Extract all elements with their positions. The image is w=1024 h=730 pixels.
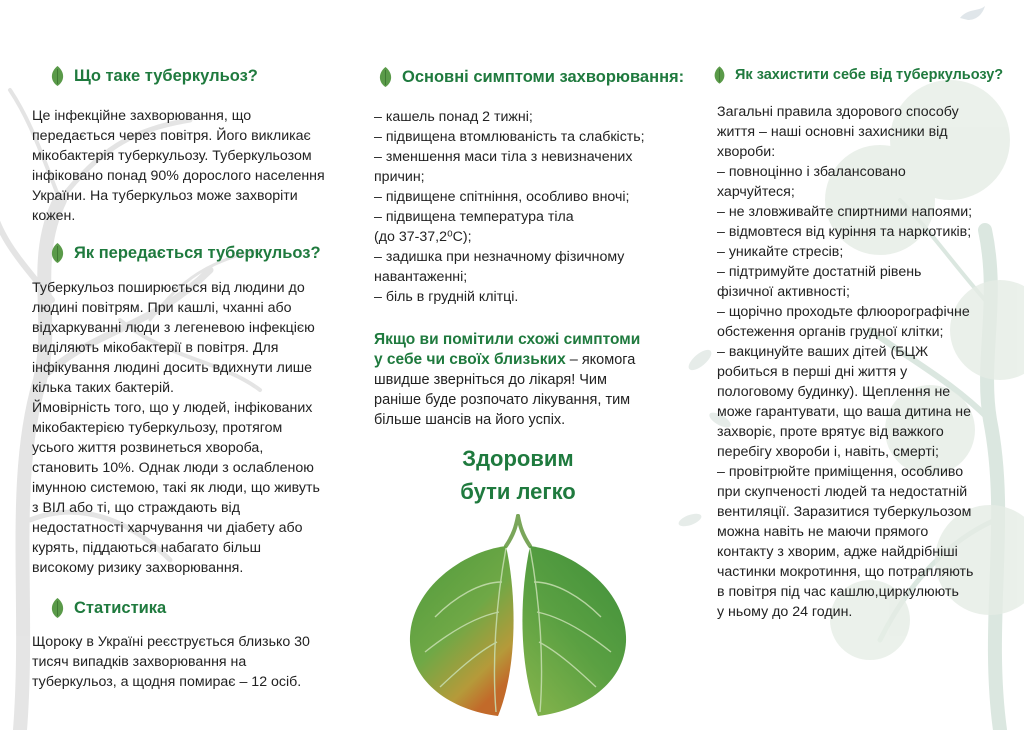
text-line: інфікування людині досить вдихнути лише bbox=[32, 360, 313, 376]
text-line: захворіє, проте врятує від важкого bbox=[717, 424, 944, 440]
leaf-icon bbox=[50, 598, 65, 618]
text-line: життя – наші основні захисники від bbox=[717, 124, 948, 140]
leaf-lungs-illustration bbox=[400, 512, 636, 722]
section-heading-transmission bbox=[50, 243, 321, 263]
section-title: Статистика bbox=[74, 598, 167, 617]
text-line: людині повітрям. При кашлі, чханні або bbox=[32, 300, 292, 316]
leaf-icon bbox=[378, 67, 393, 87]
text-line: імунною системою, такі як люди, що живуть bbox=[32, 480, 320, 496]
text-line: Туберкульоз поширюється від людини до bbox=[32, 280, 305, 296]
text-line: – щорічно проходьте флюорографічне bbox=[717, 304, 970, 320]
text-line: – уникайте стресів; bbox=[717, 244, 844, 260]
text-line: – провітрюйте приміщення, особливо bbox=[717, 464, 964, 480]
text-line: відхаркуванні люди з легеневою інфекцією bbox=[32, 320, 315, 336]
text-line: у ньому до 24 годин. bbox=[717, 604, 853, 620]
symptom-item: – підвищена втомлюваність та слабкість; bbox=[374, 129, 645, 145]
symptom-item: причин; bbox=[374, 169, 425, 185]
advice-highlight: у себе чи своїх близьких bbox=[374, 351, 566, 368]
text-line: з ВІЛ або ті, що страждають від bbox=[32, 500, 240, 516]
section-title: Що таке туберкульоз? bbox=[74, 66, 258, 85]
what-is-tb-paragraph bbox=[32, 106, 325, 226]
text-line: раніше буде розпочато лікування, тим bbox=[374, 392, 631, 408]
text-line: обстеження органів грудної клітки; bbox=[717, 324, 944, 340]
text-line: кожен. bbox=[32, 208, 76, 224]
text-line: мікобактерія туберкульозу. Туберкульозом bbox=[32, 148, 312, 164]
leaf-icon bbox=[713, 66, 726, 84]
text-line: недостатності харчування чи діабету або bbox=[32, 520, 303, 536]
text-line: контакту з хворим, адже найдрібніші bbox=[717, 544, 958, 560]
symptom-item: – задишка при незначному фізичному bbox=[374, 249, 625, 265]
section-title: Основні симптоми захворювання: bbox=[402, 67, 685, 86]
text-line: – підтримуйте достатній рівень bbox=[717, 264, 922, 280]
text-line: курять, піддаються набагато більш bbox=[32, 540, 262, 556]
section-heading-what-is-tb bbox=[50, 66, 258, 86]
advice-text: – якомога bbox=[565, 352, 636, 368]
text-line: в повітря під час кашлю,циркулюють bbox=[717, 584, 959, 600]
text-line: вентиляції. Заразитися туберкульозом bbox=[717, 504, 972, 520]
protection-paragraph bbox=[717, 102, 973, 622]
leaf-icon bbox=[50, 243, 65, 263]
symptom-item: (до 37-37,2⁰С); bbox=[374, 229, 472, 245]
text-line: – відмовтеся від куріння та наркотиків; bbox=[717, 224, 972, 240]
text-line: хвороби: bbox=[717, 144, 776, 160]
text-line: швидше зверніться до лікаря! Чим bbox=[374, 372, 607, 388]
symptom-item: – зменшення маси тіла з невизначених bbox=[374, 149, 633, 165]
text-line: можна навіть не маючи прямого bbox=[717, 524, 929, 540]
section-heading-protection bbox=[713, 66, 1003, 84]
section-title: Як передається туберкульоз? bbox=[74, 243, 321, 262]
text-line: – повноцінно і збалансовано bbox=[717, 164, 906, 180]
text-line: пологовому будинку). Щеплення не bbox=[717, 384, 951, 400]
slogan-line: Здоровим bbox=[462, 446, 574, 471]
text-line: Ймовірність того, що у людей, інфікованих bbox=[32, 400, 313, 416]
text-line: – вакцинуйте ваших дітей (БЦЖ bbox=[717, 344, 929, 360]
section-heading-statistics bbox=[50, 598, 166, 618]
statistics-paragraph bbox=[32, 632, 310, 692]
section-title: Як захистити себе від туберкульозу? bbox=[735, 67, 1004, 83]
text-line: інфіковано понад 90% дорослого населення bbox=[32, 168, 325, 184]
text-line: частинки мокротиння, що потрапляють bbox=[717, 564, 974, 580]
text-line: мікобактерією туберкульозу, протягом bbox=[32, 420, 283, 436]
text-line: при скупченості людей та недостатній bbox=[717, 484, 968, 500]
text-line: більше шансів на його успіх. bbox=[374, 412, 566, 428]
text-line: тисяч випадків захворювання на bbox=[32, 654, 247, 670]
text-line: становить 10%. Однак люди з ослабленою bbox=[32, 460, 314, 476]
symptom-item: – підвищена температура тіла bbox=[374, 209, 574, 225]
text-line: Щороку в Україні реєструється близько 30 bbox=[32, 634, 310, 650]
text-line: харчуйтеся; bbox=[717, 184, 795, 200]
text-line: – не зловживайте спиртними напоями; bbox=[717, 204, 973, 220]
symptom-item: навантаженні; bbox=[374, 269, 468, 285]
text-line: кілька таких бактерій. bbox=[32, 380, 174, 396]
section-heading-symptoms bbox=[378, 67, 684, 87]
text-line: України. На туберкульоз може захворіти bbox=[32, 188, 298, 204]
slogan-line: бути легко bbox=[460, 479, 576, 504]
text-line: може гарантувати, що ваша дитина не bbox=[717, 404, 972, 420]
text-line: робиться в перші дні життя у bbox=[717, 364, 908, 380]
text-line: високому ризику захворювання. bbox=[32, 560, 244, 576]
text-line: перебігу хвороби і, навіть, смерті; bbox=[717, 444, 939, 460]
doctor-advice-paragraph bbox=[374, 330, 640, 430]
text-line: Це інфекційне захворювання, що bbox=[32, 108, 252, 124]
symptom-item: – підвищене спітніння, особливо вночі; bbox=[374, 189, 630, 205]
advice-highlight: Якщо ви помітили схожі симптоми bbox=[374, 331, 641, 348]
text-line: передається через повітря. Його викликає bbox=[32, 128, 311, 144]
text-line: усього життя розвинеться хвороба, bbox=[32, 440, 264, 456]
symptom-item: – кашель понад 2 тижні; bbox=[374, 109, 533, 125]
symptoms-list bbox=[374, 107, 645, 307]
leaf-icon bbox=[50, 66, 65, 86]
text-line: Загальні правила здорового способу bbox=[717, 104, 959, 120]
text-line: фізичної активності; bbox=[717, 284, 850, 300]
transmission-paragraph bbox=[32, 278, 320, 578]
text-line: туберкульоз, а щодня помирає – 12 осіб. bbox=[32, 674, 302, 690]
text-line: виділяють мікобактерії в повітря. Для bbox=[32, 340, 279, 356]
symptom-item: – біль в грудній клітці. bbox=[374, 289, 519, 305]
slogan bbox=[434, 442, 602, 508]
